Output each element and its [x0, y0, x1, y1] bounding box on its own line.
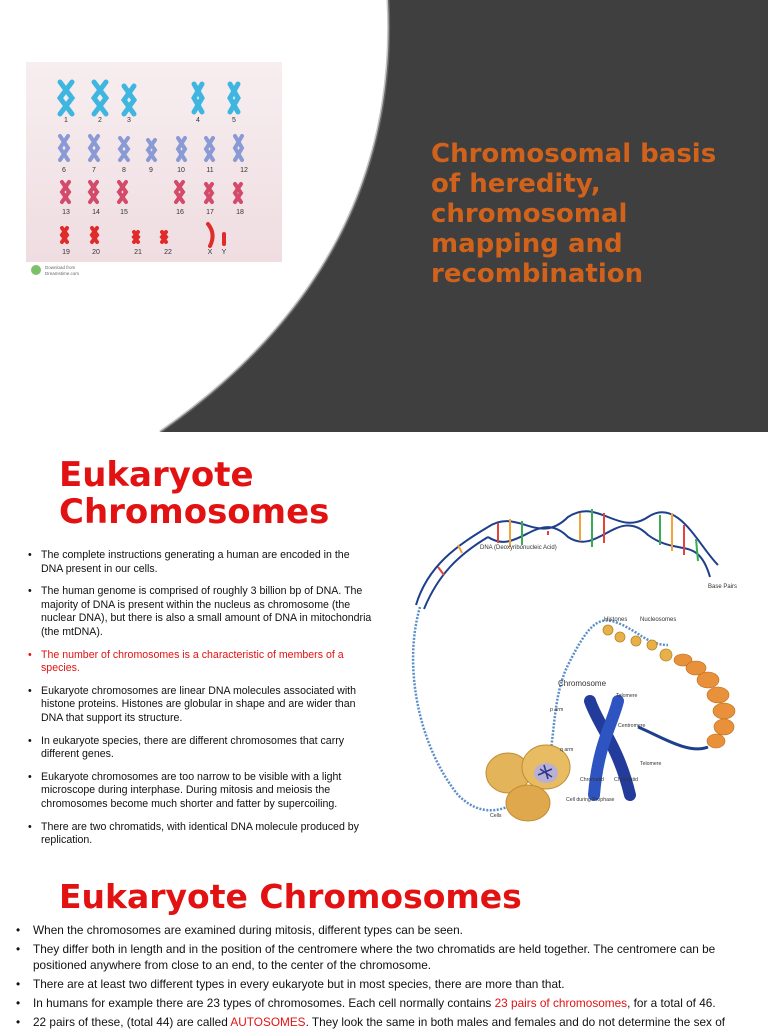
- chr-num: 21: [134, 249, 142, 256]
- chr-num: 18: [236, 209, 244, 216]
- bullet-item: • Eukaryote chromosomes are linear DNA molecules associated with histone proteins. Histones are globular in shape and are wider than DNA that support its structure.: [28, 685, 374, 726]
- chr-num: 20: [92, 249, 100, 256]
- chr-num: 9: [149, 167, 153, 174]
- chr-num: 19: [62, 249, 70, 256]
- bullet-list: [16, 922, 764, 1033]
- chr-num: 4: [196, 117, 200, 124]
- bullet-item: • There are at least two different types in every eukaryote but in most species, there are more than that.: [16, 976, 764, 992]
- bullet-item: [16, 1014, 764, 1030]
- chr-num: 5: [232, 117, 236, 124]
- chr-num: 8: [122, 167, 126, 174]
- figure-label: Cells: [490, 813, 502, 819]
- figure-label: Chromosome: [558, 679, 607, 688]
- chr-num: 7: [92, 167, 96, 174]
- base-pairs: [438, 509, 698, 575]
- bullet-item: • The human genome is comprised of roughly 3 billion bp of DNA. The majority of DNA is present within the nucleus as chromosome (the nuclear DNA), but there is also a small amount of DNA in mitochondria (the mtDNA).: [28, 585, 374, 639]
- figure-label: Telomere: [640, 761, 662, 767]
- figure-label: p arm: [550, 707, 564, 713]
- chr-num: 11: [206, 167, 214, 174]
- nucleosomes: [603, 625, 672, 661]
- watermark-icon: [31, 265, 41, 275]
- chr-num: 2: [98, 117, 102, 124]
- watermark-text: Dreamstime.com: [45, 271, 80, 276]
- chr-num: 1: [64, 117, 68, 124]
- bullet-text: 22 pairs of these, (total 44) are called: [33, 1015, 231, 1029]
- figure-label: Base Pairs: [708, 584, 738, 590]
- chr-num: 22: [164, 249, 172, 256]
- chromatin-coil: [674, 654, 735, 748]
- bullet-item: • Eukaryote chromosomes are too narrow to be visible with a light microscope during interphase. During mitosis and meiosis the chromosomes become much shorter and fatter by supercoiling.: [28, 771, 374, 812]
- figure-label: Chromatid: [580, 777, 604, 783]
- bullet-item: • They differ both in length and in the position of the centromere where the two chromatids are held together. The centromere can be positioned anywhere from close to an end, to the center of the chromosome.: [16, 941, 764, 973]
- karyotype-image: [26, 62, 282, 282]
- bullet-list: [28, 549, 374, 857]
- bullet-text: , for a total of 46.: [627, 996, 716, 1010]
- figure-label: Nucleosomes: [640, 617, 677, 623]
- chr-num: 14: [92, 209, 100, 216]
- bullet-text: In humans for example there are 23 types of chromosomes. Each cell normally contains: [33, 996, 495, 1010]
- bullet-item: • There are two chromatids, with identical DNA molecule produced by replication.: [28, 821, 374, 848]
- chr-num: 16: [176, 209, 184, 216]
- bullet-text: . They look the same in both males and females and do not determine the sex of: [305, 1015, 726, 1029]
- chr-num: 12: [240, 167, 248, 174]
- dna-chromosome-diagram: [398, 505, 768, 835]
- highlight-text: AUTOSOMES: [230, 1015, 306, 1029]
- figure-label: q arm: [560, 747, 574, 753]
- bullet-item: • The complete instructions generating a human are encoded in the DNA present in our cells.: [28, 549, 374, 576]
- chr-num: 10: [177, 167, 185, 174]
- figure-label: DNA (Deoxyribonucleic Acid): [480, 545, 557, 551]
- figure-label: Chromatid: [614, 777, 638, 783]
- bullet-item: [16, 995, 764, 1011]
- slide-title: Eukaryote Chromosomes: [59, 877, 522, 916]
- slide-title: Chromosomal basis of heredity, chromosomal mapping and recombination: [431, 139, 717, 289]
- figure-label: Telomere: [616, 693, 638, 699]
- chr-num: 13: [62, 209, 70, 216]
- chr-num: 15: [120, 209, 128, 216]
- watermark-text: Download from: [45, 265, 76, 270]
- figure-label: Centromere: [618, 723, 646, 729]
- chr-num: Y: [221, 249, 227, 256]
- bullet-item: • In eukaryote species, there are different chromosomes that carry different genes.: [28, 735, 374, 762]
- chr-num: 17: [206, 209, 214, 216]
- chr-num: 6: [62, 167, 66, 174]
- title-slide: [0, 0, 768, 432]
- figure-label: Histones: [604, 617, 628, 623]
- chr-num: 3: [127, 117, 131, 124]
- slide-title: Eukaryote Chromosomes: [59, 455, 330, 532]
- chr-num: X: [207, 249, 213, 256]
- bullet-item: • When the chromosomes are examined during mitosis, different types can be seen.: [16, 922, 764, 938]
- highlight-text: 23 pairs of chromosomes: [494, 996, 628, 1010]
- figure-label: Cell during Prophase: [566, 797, 615, 803]
- bullet-item: • The number of chromosomes is a characteristic of members of a species.: [28, 649, 374, 676]
